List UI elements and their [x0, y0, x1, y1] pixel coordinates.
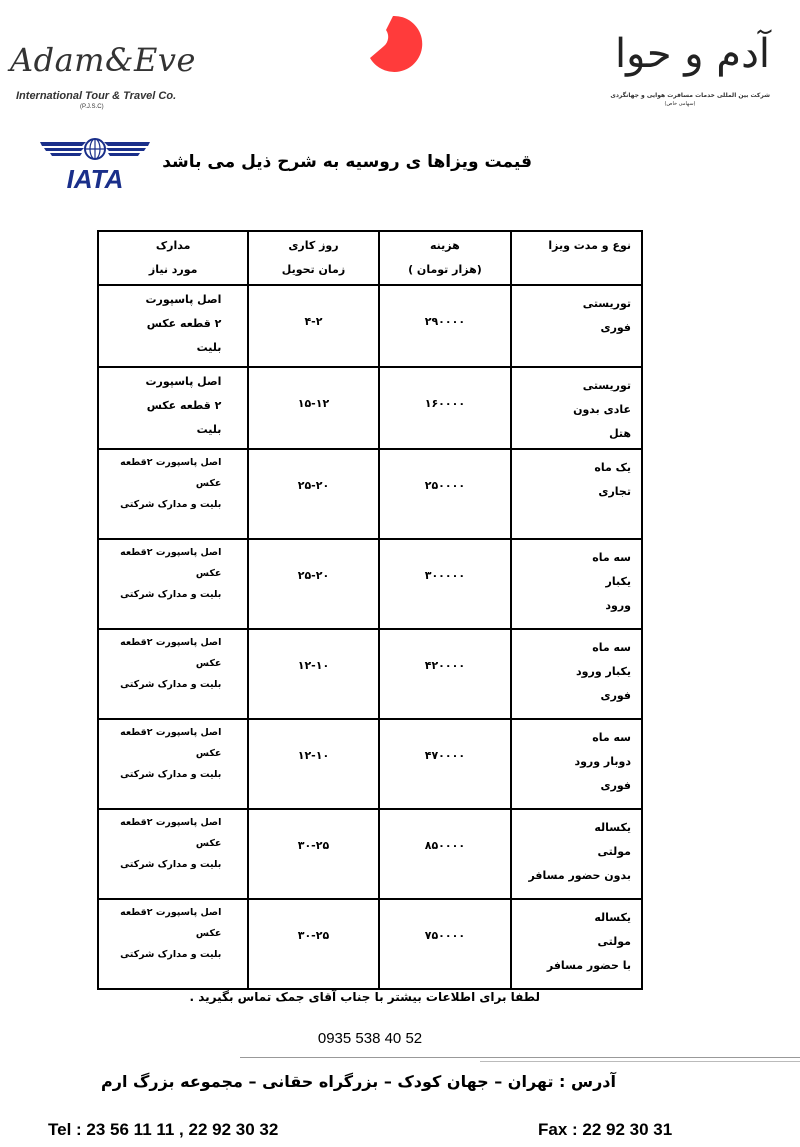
- visa-type-line: یکبار: [605, 575, 631, 588]
- visa-type-line: یکساله: [594, 821, 631, 834]
- iata-text: IATA: [66, 164, 124, 192]
- divider-2: [480, 1061, 800, 1062]
- visa-type-line: یکبار ورود: [576, 665, 631, 678]
- docs-line: اصل پاسپورت: [145, 293, 222, 306]
- visa-type-line: یک ماه: [594, 461, 631, 474]
- docs-line: ۲ قطعه عکس: [146, 399, 222, 412]
- cell-docs: [98, 629, 248, 719]
- docs-line: بلیت و مدارک شرکتی: [120, 499, 222, 510]
- docs-line: بلیت و مدارک شرکتی: [120, 769, 222, 780]
- visa-type-line: فوری: [600, 689, 631, 702]
- docs-line: اصل پاسپورت ۲قطعه: [120, 547, 222, 558]
- divider: [240, 1057, 800, 1058]
- cell-days: ۳۰-۲۵: [248, 809, 378, 899]
- cell-days: ۱۲-۱۰: [248, 629, 378, 719]
- cell-docs: [98, 285, 248, 367]
- visa-type-line: فوری: [600, 779, 631, 792]
- cell-cost: ۲۹۰۰۰۰: [379, 285, 512, 367]
- iata-logo-icon: [36, 136, 154, 192]
- visa-type-line: ورود: [605, 599, 631, 612]
- table-row: [98, 285, 642, 367]
- visa-type-line: مولتی: [597, 845, 631, 858]
- docs-line: اصل پاسپورت ۲قطعه: [120, 907, 222, 918]
- visa-type-line: مولتی: [597, 935, 631, 948]
- header-days-line1: روز کاری: [288, 239, 339, 252]
- visa-type-line: سه ماه: [592, 731, 631, 744]
- visa-type-line: هتل: [609, 427, 631, 440]
- tel-number: Tel : 23 56 11 11 , 22 92 30 32: [48, 1120, 279, 1139]
- table-row: [98, 809, 642, 899]
- visa-type-line: توریستی: [582, 297, 631, 310]
- header-docs-line1: مدارک: [155, 239, 191, 252]
- cell-docs: [98, 899, 248, 989]
- cell-visa-type: [511, 719, 642, 809]
- docs-line: بلیت: [196, 341, 222, 354]
- logo-en-company: International Tour & Travel Co.: [16, 90, 177, 102]
- cell-visa-type: [511, 899, 642, 989]
- fax-number: Fax : 22 92 30 31: [538, 1120, 673, 1139]
- cell-visa-type: [511, 367, 642, 449]
- cell-docs: [98, 539, 248, 629]
- cell-days: ۱۲-۱۰: [248, 719, 378, 809]
- docs-line: اصل پاسپورت: [145, 375, 222, 388]
- cell-days: ۲۵-۲۰: [248, 449, 378, 539]
- header-visa-type: نوع و مدت ویزا: [511, 231, 642, 285]
- logo-fa: [590, 31, 770, 107]
- header-docs-line2: مورد نیاز: [148, 263, 198, 276]
- cell-cost: ۳۰۰۰۰۰: [379, 539, 512, 629]
- red-dot-icon: [362, 14, 424, 72]
- cell-cost: ۲۵۰۰۰۰: [379, 449, 512, 539]
- docs-line: عکس: [195, 748, 222, 759]
- header-docs: [98, 231, 248, 285]
- docs-line: بلیت و مدارک شرکتی: [120, 859, 222, 870]
- address: آدرس : تهران – جهان کودک – بزرگراه حقانی – مجموعه بزرگ ارم: [101, 1072, 616, 1091]
- cell-cost: ۱۶۰۰۰۰: [379, 367, 512, 449]
- docs-line: عکس: [195, 478, 222, 489]
- docs-line: عکس: [195, 658, 222, 669]
- table-header-row: [98, 231, 642, 285]
- cell-cost: ۴۲۰۰۰۰: [379, 629, 512, 719]
- visa-type-line: سه ماه: [592, 551, 631, 564]
- cell-visa-type: [511, 449, 642, 539]
- logo-fa-subtitle: شرکت بین المللی خدمات مسافرت هوایی و جهانگردی: [610, 92, 770, 99]
- docs-line: اصل پاسپورت ۲قطعه: [120, 727, 222, 738]
- visa-type-line: عادی بدون: [573, 403, 631, 416]
- docs-line: بلیت و مدارک شرکتی: [120, 589, 222, 600]
- visa-type-line: سه ماه: [592, 641, 631, 654]
- visa-type-line: فوری: [600, 321, 631, 334]
- header-cost-line2: (هزار تومان ): [408, 263, 482, 276]
- docs-line: اصل پاسپورت ۲قطعه: [120, 457, 222, 468]
- cell-days: ۴-۲: [248, 285, 378, 367]
- cell-visa-type: [511, 539, 642, 629]
- cell-visa-type: [511, 809, 642, 899]
- visa-type-line: بدون حضور مسافر: [528, 869, 631, 882]
- table-row: [98, 719, 642, 809]
- cell-days: ۲۵-۲۰: [248, 539, 378, 629]
- docs-line: اصل پاسپورت ۲قطعه: [120, 637, 222, 648]
- header-cost-line1: هزینه: [430, 239, 460, 252]
- cell-docs: [98, 449, 248, 539]
- header-days: [248, 231, 378, 285]
- cell-docs: [98, 367, 248, 449]
- logo-en-script: Adam&Eve: [10, 41, 196, 79]
- header-days-line2: زمان تحویل: [281, 263, 346, 276]
- table-row: [98, 899, 642, 989]
- table-row: [98, 539, 642, 629]
- visa-type-line: تجاری: [598, 485, 631, 498]
- table-body: [98, 285, 642, 989]
- docs-line: عکس: [195, 838, 222, 849]
- visa-type-line: توریستی: [582, 379, 631, 392]
- docs-line: بلیت و مدارک شرکتی: [120, 949, 222, 960]
- docs-line: ۲ قطعه عکس: [146, 317, 222, 330]
- cell-cost: ۷۵۰۰۰۰: [379, 899, 512, 989]
- contact-note: لطفا برای اطلاعات بیشتر با جناب آقای جمک تماس بگیرید .: [189, 990, 540, 1004]
- visa-price-table: [97, 230, 643, 990]
- docs-line: اصل پاسپورت ۲قطعه: [120, 817, 222, 828]
- logo-fa-script: آدم و حوا: [615, 31, 770, 77]
- logo-fa-subtitle-2: (سهامی خاص): [664, 101, 696, 107]
- visa-type-line: با حضور مسافر: [546, 959, 631, 972]
- contact-phone: 0935 538 40 52: [317, 1030, 423, 1047]
- table-row: [98, 629, 642, 719]
- cell-cost: ۸۵۰۰۰۰: [379, 809, 512, 899]
- cell-visa-type: [511, 285, 642, 367]
- cell-visa-type: [511, 629, 642, 719]
- docs-line: عکس: [195, 928, 222, 939]
- docs-line: بلیت: [196, 423, 222, 436]
- cell-cost: ۴۷۰۰۰۰: [379, 719, 512, 809]
- cell-days: ۳۰-۲۵: [248, 899, 378, 989]
- logo-en: [10, 41, 210, 110]
- visa-type-line: یکساله: [594, 911, 631, 924]
- logo-en-pjsc: (P.J.S.C): [80, 104, 104, 110]
- page-title: قیمت ویزاها ی روسیه به شرح ذیل می باشد: [162, 152, 532, 172]
- header-cost: [379, 231, 512, 285]
- table-row: [98, 367, 642, 449]
- cell-docs: [98, 719, 248, 809]
- docs-line: عکس: [195, 568, 222, 579]
- cell-days: ۱۵-۱۲: [248, 367, 378, 449]
- visa-type-line: دوبار ورود: [574, 755, 631, 768]
- docs-line: بلیت و مدارک شرکتی: [120, 679, 222, 690]
- table-row: [98, 449, 642, 539]
- cell-docs: [98, 809, 248, 899]
